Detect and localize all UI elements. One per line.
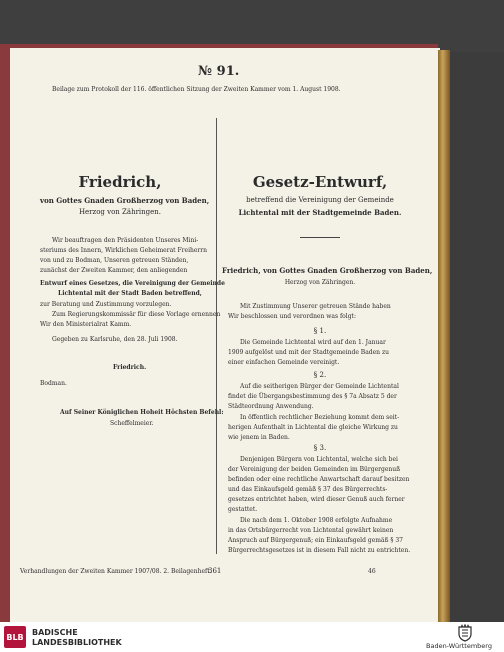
- blb-logo[interactable]: [4, 626, 26, 648]
- body-line: Lichtental mit der Stadt Baden betreffend,: [58, 290, 202, 297]
- preamble-duke: Herzog von Zähringen.: [284, 279, 356, 286]
- section-line: Anspruch auf Bürgergenuß; ein Einkaufsgeld gemäß § 37: [228, 537, 403, 544]
- page-edge: [438, 50, 450, 622]
- section-heading: § 2.: [313, 371, 327, 379]
- page-footer-text: Verhandlungen der Zweiten Kammer 1907/08. 2. Beilagenheft.: [20, 568, 212, 575]
- section-line: befinden oder eine rechtliche Anwartschaft darauf besitzen: [228, 476, 410, 483]
- section-line: wie jenem in Baden.: [228, 434, 290, 441]
- library-footer-bar: [0, 622, 504, 652]
- section-line: gesetzes entrichtet haben, wird dieser Genuß auch ferner: [228, 496, 405, 503]
- body-line: von und zu Bodman, Unseren getreuen Ständen,: [40, 257, 189, 264]
- library-name-line: LANDESBIBLIOTHEK: [32, 638, 122, 647]
- bill-subtitle: Lichtental mit der Stadtgemeinde Baden.: [238, 208, 402, 217]
- sheet-mark: 46: [368, 568, 376, 575]
- page-number: № 91.: [198, 64, 240, 79]
- bill-title: Gesetz-Entwurf,: [252, 173, 388, 191]
- section-line: in das Ortsbürgerrecht von Lichtental gewährt keinen: [228, 527, 394, 534]
- book-fore-edge: [450, 52, 504, 622]
- given-line: Gegeben zu Karlsruhe, den 28. Juli 1908.: [52, 336, 178, 343]
- section-line: Die nach dem 1. Oktober 1908 erfolgte Aufnahme: [240, 517, 393, 524]
- page-footer-number: 361: [208, 567, 222, 575]
- bill-subtitle: betreffend die Vereinigung der Gemeinde: [246, 196, 394, 204]
- section-line: herigen Aufenthalt in Lichtental die gleiche Wirkung zu: [228, 424, 398, 431]
- section-heading: § 1.: [313, 327, 327, 335]
- column-divider: [216, 118, 217, 554]
- section-line: und das Einkaufsgeld gemäß § 37 des Bürgerrechts-: [228, 486, 388, 493]
- countersign: Bodman.: [40, 380, 67, 387]
- section-line: In öffentlich rechtlicher Beziehung kommt dem seit-: [240, 414, 400, 421]
- body-line: Entwurf eines Gesetzes, die Vereinigung der Gemeinde: [40, 280, 225, 287]
- page-paper: [10, 48, 440, 622]
- section-line: findet die Übergangsbestimmung des § 7a Absatz 5 der: [228, 393, 397, 400]
- body-line: steriums des Innern, Wirklichen Geheimerat Freiherrn: [40, 247, 208, 254]
- preamble-title: Friedrich, von Gottes Gnaden Großherzog von Baden,: [222, 266, 433, 275]
- section-line: 1909 aufgelöst und mit der Stadtgemeinde Baden zu: [228, 349, 389, 356]
- body-line: zunächst der Zweiten Kammer, den anliegenden: [40, 267, 188, 274]
- section-line: einer einfachen Gemeinde vereinigt.: [228, 359, 340, 366]
- section-line: gestattet.: [228, 506, 258, 513]
- preamble-line: Wir beschlossen und verordnen was folgt:: [228, 313, 356, 320]
- order-line: Auf Seiner Königlichen Hoheit Höchsten Befehl:: [60, 409, 224, 416]
- section-line: Städteordnung Anwendung.: [228, 403, 314, 410]
- library-name-line: BADISCHE: [32, 628, 78, 637]
- decree-duke-line: Herzog von Zähringen.: [78, 208, 162, 216]
- state-label: Baden-Württemberg: [426, 642, 492, 650]
- section-line: der Vereinigung der beiden Gemeinden im Bürgergenuß: [228, 466, 401, 473]
- section-line: Denjenigen Bürgern von Lichtental, welche sich bei: [240, 456, 398, 463]
- blb-logo-text: BLB: [6, 632, 24, 642]
- section-line: Auf die seitherigen Bürger der Gemeinde Lichtental: [240, 383, 399, 390]
- order-name: Scheffelmeier.: [110, 420, 154, 427]
- section-line: Die Gemeinde Lichtental wird auf den 1. Januar: [240, 339, 386, 346]
- decree-title: Friedrich,: [78, 173, 162, 191]
- preamble-line: Mit Zustimmung Unserer getreuen Stände haben: [240, 303, 391, 310]
- body-line: Wir beauftragen den Präsidenten Unseres Mini-: [52, 237, 199, 244]
- library-name[interactable]: [32, 628, 122, 648]
- section-line: Bürgerrechtsgesetzes ist in diesem Fall nicht zu entrichten.: [228, 547, 411, 554]
- body-line: Wir den Ministerialrat Kamm.: [40, 321, 132, 328]
- header-line: Beilage zum Protokoll der 116. öffentlichen Sitzung der Zweiten Kammer vom 1. August 1908.: [52, 86, 341, 93]
- bill-separator-rule: [300, 237, 340, 238]
- coat-of-arms-icon: [457, 624, 473, 642]
- body-line: Zum Regierungskommissär für diese Vorlage ernennen: [52, 311, 221, 318]
- section-heading: § 3.: [313, 444, 327, 452]
- decree-subtitle: von Gottes Gnaden Großherzog von Baden,: [40, 196, 210, 205]
- signature: Friedrich.: [113, 364, 147, 371]
- body-line: zur Beratung und Zustimmung vorzulegen.: [40, 301, 172, 308]
